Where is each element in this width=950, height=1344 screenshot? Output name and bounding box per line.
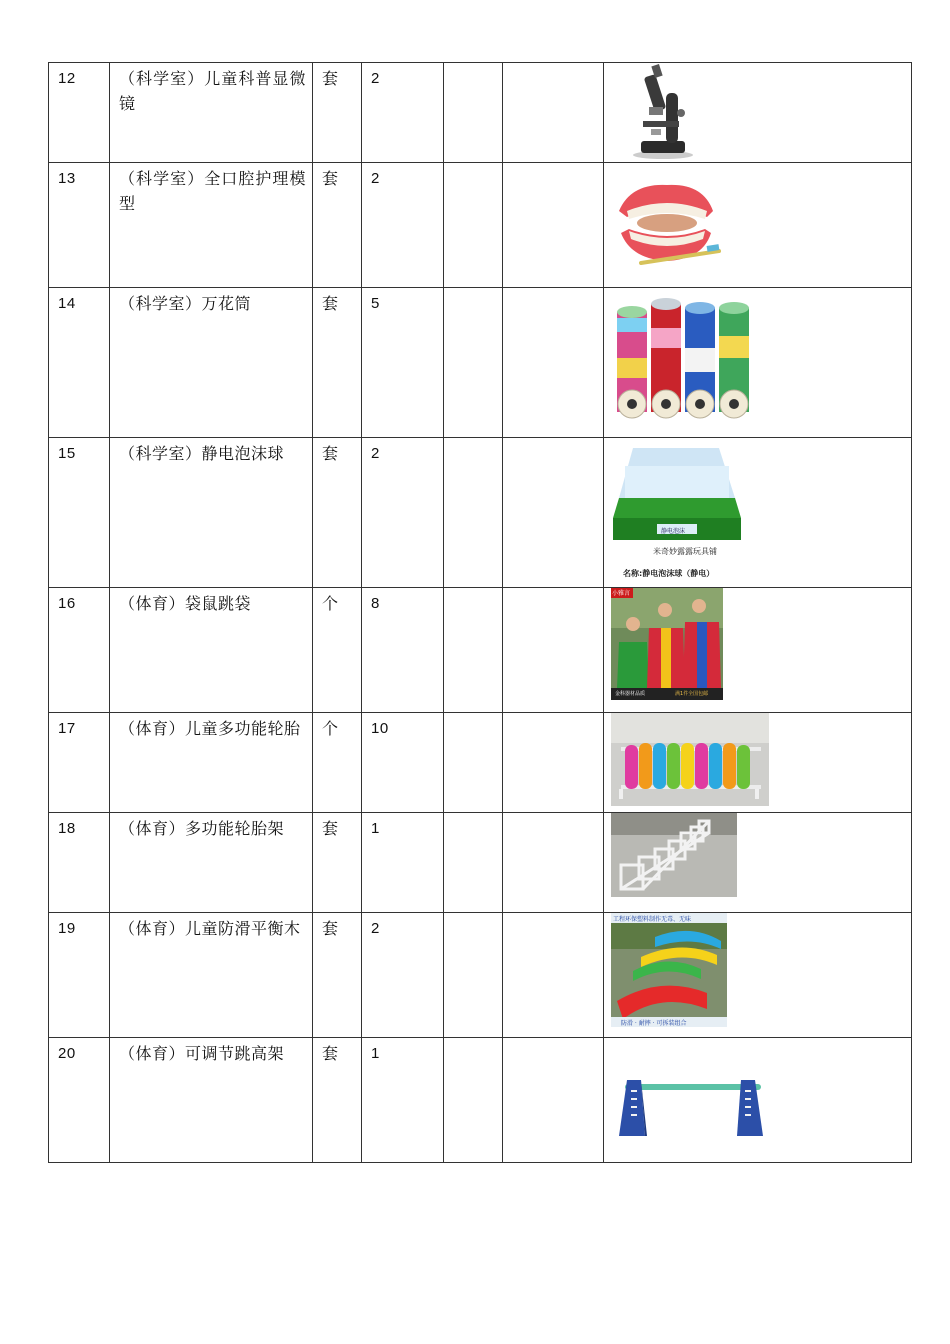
table-row (49, 1038, 912, 1163)
item-unit: 套 (322, 444, 339, 463)
item-quantity: 2 (371, 70, 380, 87)
item-name: （科学室）静电泡沫球 (119, 444, 285, 463)
image-cell (604, 288, 912, 438)
item-number: 17 (58, 720, 76, 737)
empty-cell (503, 438, 604, 588)
equipment-table (48, 62, 912, 1163)
empty-cell (444, 288, 503, 438)
tire-rack-photo (611, 813, 737, 897)
item-name: （体育）可调节跳高架 (119, 1044, 285, 1063)
item-unit: 个 (322, 594, 339, 613)
table-row (49, 163, 912, 288)
empty-cell (444, 63, 503, 163)
image-cell (604, 63, 912, 163)
empty-cell (503, 163, 604, 288)
jumping-sack-photo (611, 588, 723, 700)
empty-cell (444, 713, 503, 813)
image-cell (604, 588, 912, 713)
item-number: 13 (58, 170, 76, 187)
image-bottom-text: 防滑 · 耐摔 · 可拆装组合 (621, 1020, 687, 1027)
item-quantity: 8 (371, 595, 380, 612)
empty-cell (503, 588, 604, 713)
image-caption-shop: 米奇妙露露玩具铺 (653, 547, 717, 556)
empty-cell (503, 63, 604, 163)
image-cell (604, 913, 912, 1038)
image-cell (604, 1038, 912, 1163)
item-quantity: 2 (371, 445, 380, 462)
table-row (49, 588, 912, 713)
image-foot-right: 满1件全国包邮 (675, 691, 709, 697)
item-number: 15 (58, 445, 76, 462)
empty-cell (444, 913, 503, 1038)
dental-model-photo (611, 181, 723, 267)
image-cell (604, 813, 912, 913)
item-name: （体育）儿童多功能轮胎 (119, 719, 301, 738)
item-unit: 套 (322, 294, 339, 313)
item-name: （体育）多功能轮胎架 (119, 819, 285, 838)
empty-cell (444, 438, 503, 588)
item-quantity: 5 (371, 295, 380, 312)
item-quantity: 2 (371, 920, 380, 937)
empty-cell (503, 713, 604, 813)
microscope-photo (611, 63, 711, 161)
table-row (49, 713, 912, 813)
item-number: 14 (58, 295, 76, 312)
static-foam-ball-photo (611, 438, 747, 586)
image-foot-left: 金科器材品质 (615, 691, 646, 697)
item-number: 20 (58, 1045, 76, 1062)
item-name: （体育）袋鼠跳袋 (119, 594, 252, 613)
image-caption-name: 名称:静电泡沫球（静电） (623, 569, 715, 578)
item-quantity: 1 (371, 1045, 380, 1062)
tire-set-photo (611, 713, 769, 806)
empty-cell (503, 913, 604, 1038)
image-label: 静电泡沫 (661, 528, 686, 535)
empty-cell (444, 588, 503, 713)
table-row (49, 63, 912, 163)
high-jump-stand-photo (611, 1038, 771, 1162)
item-unit: 套 (322, 69, 339, 88)
item-name: （科学室）全口腔护理模型 (119, 169, 306, 213)
empty-cell (503, 813, 604, 913)
item-number: 18 (58, 820, 76, 837)
item-quantity: 10 (371, 720, 389, 737)
image-cell (604, 438, 912, 588)
item-name: （体育）儿童防滑平衡木 (119, 919, 301, 938)
item-unit: 个 (322, 719, 339, 738)
item-unit: 套 (322, 819, 339, 838)
item-quantity: 2 (371, 170, 380, 187)
empty-cell (444, 1038, 503, 1163)
item-unit: 套 (322, 919, 339, 938)
empty-cell (503, 288, 604, 438)
balance-beam-photo (611, 913, 727, 1027)
item-unit: 套 (322, 1044, 339, 1063)
image-top-text: 工程环保塑料制作无毒、无味 (613, 916, 692, 923)
kaleidoscope-photo (611, 288, 761, 436)
item-number: 16 (58, 595, 76, 612)
table-row (49, 288, 912, 438)
item-unit: 套 (322, 169, 339, 188)
item-number: 19 (58, 920, 76, 937)
item-name: （科学室）儿童科普显微镜 (119, 69, 306, 113)
empty-cell (444, 163, 503, 288)
table-row (49, 913, 912, 1038)
image-cell (604, 713, 912, 813)
table-row (49, 438, 912, 588)
item-name: （科学室）万花筒 (119, 294, 252, 313)
table-row (49, 813, 912, 913)
empty-cell (503, 1038, 604, 1163)
empty-cell (444, 813, 503, 913)
item-quantity: 1 (371, 820, 380, 837)
image-cell (604, 163, 912, 288)
image-tag: 小雅言 (612, 590, 631, 597)
item-number: 12 (58, 70, 76, 87)
